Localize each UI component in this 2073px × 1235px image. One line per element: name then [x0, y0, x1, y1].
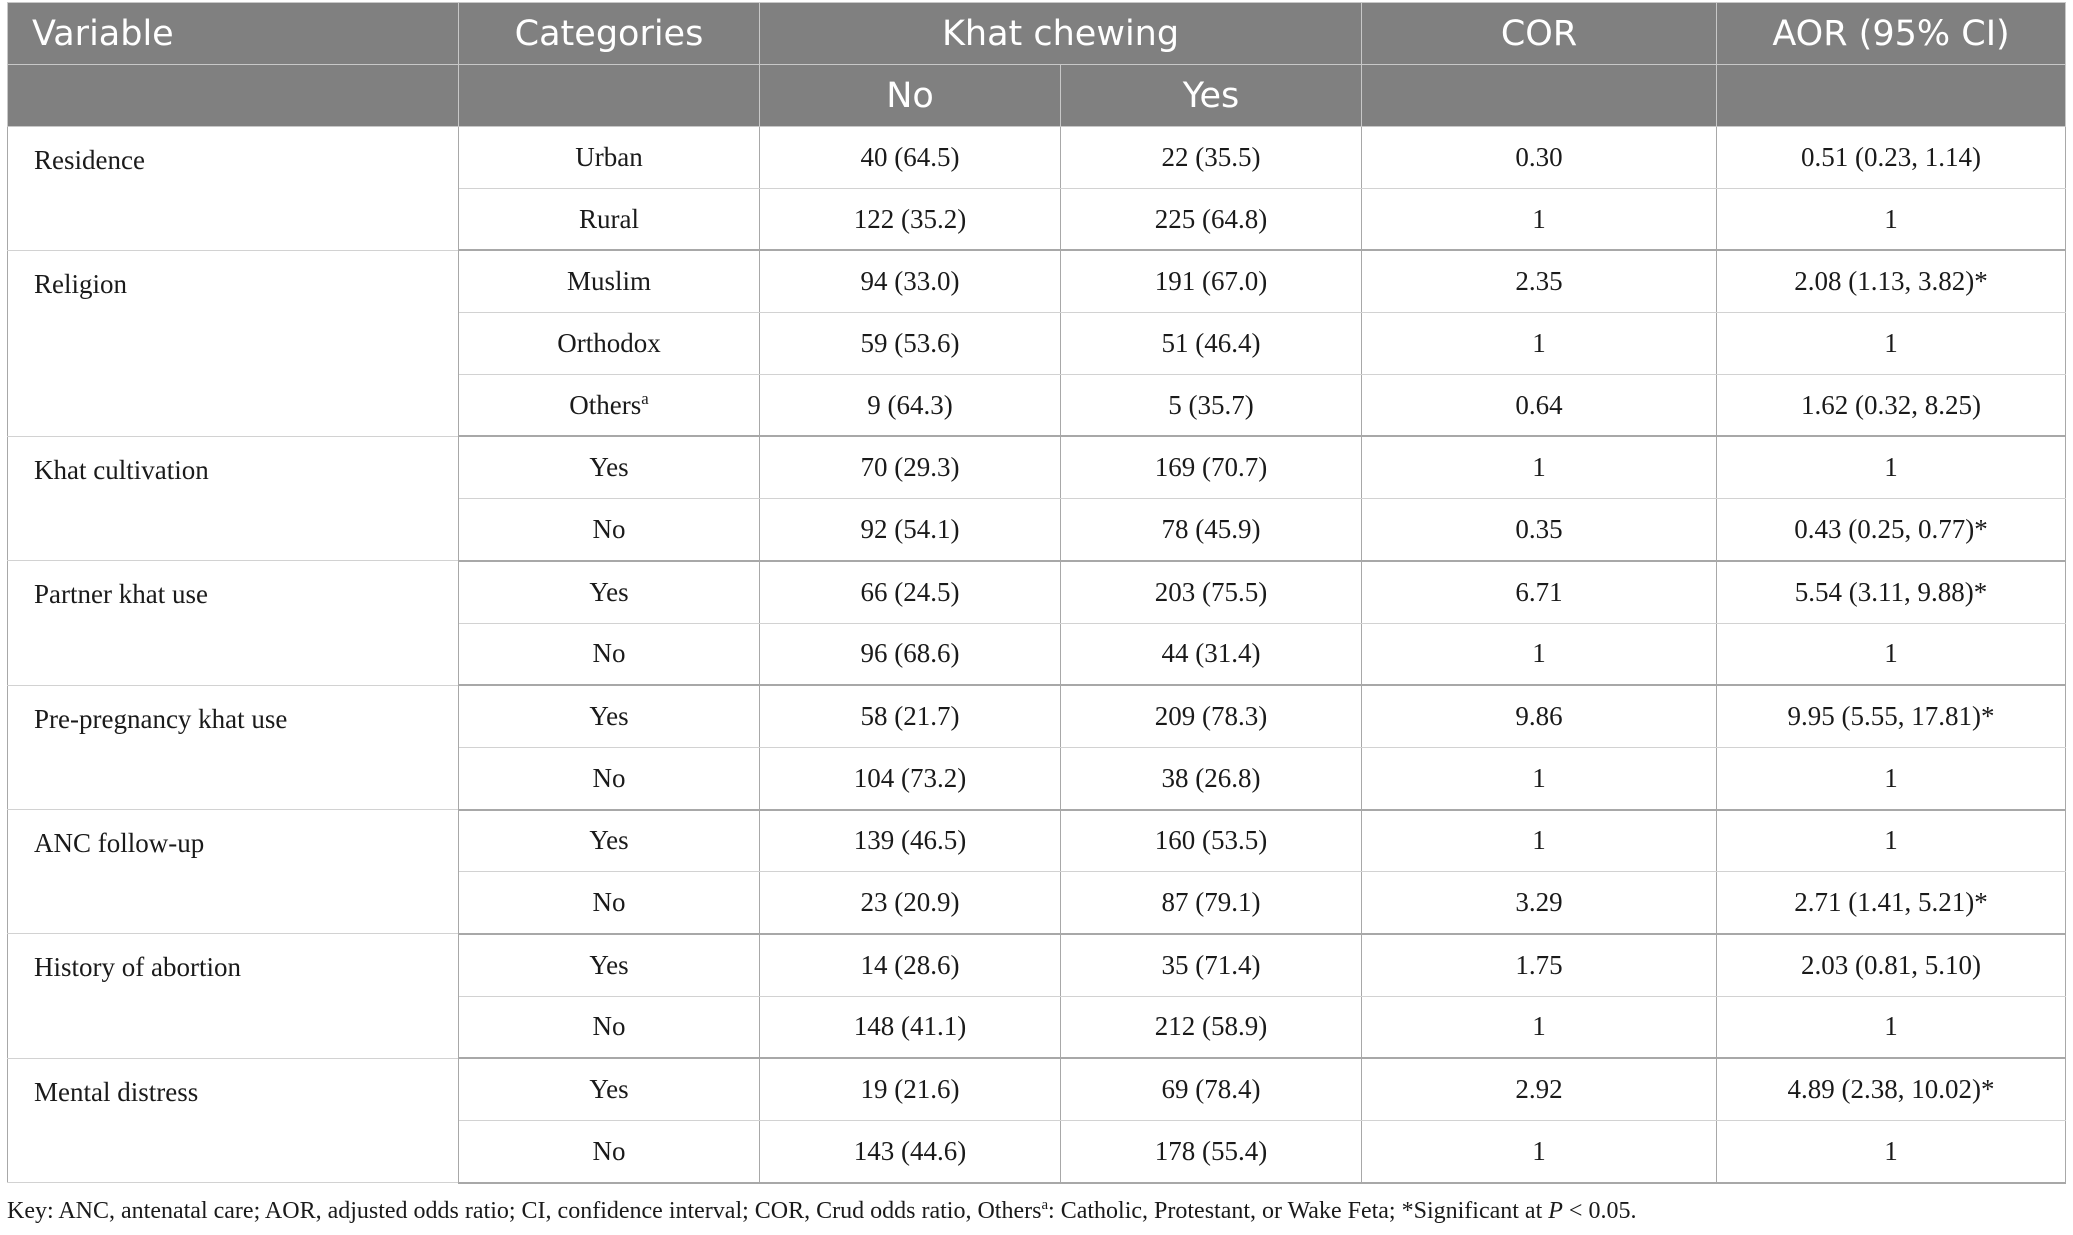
- khat-yes-cell: 178 (55.4): [1061, 1121, 1362, 1183]
- results-table: [7, 2, 2066, 1184]
- cor-cell: 1: [1362, 996, 1717, 1058]
- khat-no-cell: 70 (29.3): [760, 436, 1061, 498]
- khat-yes-cell: 38 (26.8): [1061, 747, 1362, 809]
- category-cell: [459, 685, 760, 747]
- aor-cell: 0.43 (0.25, 0.77)*: [1717, 499, 2066, 561]
- aor-cell: 2.08 (1.13, 3.82)*: [1717, 250, 2066, 312]
- table-row: [8, 810, 2066, 872]
- khat-no-cell: 40 (64.5): [760, 127, 1061, 189]
- category-label: Others: [569, 389, 642, 420]
- header-empty-variable: [8, 65, 459, 127]
- category-label: Yes: [589, 701, 629, 732]
- khat-no-cell: 122 (35.2): [760, 188, 1061, 250]
- category-cell: [459, 250, 760, 312]
- aor-cell: 2.03 (0.81, 5.10): [1717, 934, 2066, 996]
- footnote-text-1: Key: ANC, antenatal care; AOR, adjusted odds ratio; CI, confidence interval; COR, Crud odds ratio, Others: [7, 1198, 1042, 1224]
- aor-cell: 0.51 (0.23, 1.14): [1717, 127, 2066, 189]
- category-label: No: [592, 887, 626, 918]
- category-cell: [459, 188, 760, 250]
- cor-cell: 1: [1362, 436, 1717, 498]
- aor-cell: 2.71 (1.41, 5.21)*: [1717, 872, 2066, 934]
- variable-cell: Pre-pregnancy khat use: [8, 685, 459, 809]
- footnote-p: P: [1548, 1198, 1563, 1224]
- header-categories: Categories: [459, 3, 760, 65]
- category-cell: [459, 1058, 760, 1120]
- aor-cell: 5.54 (3.11, 9.88)*: [1717, 561, 2066, 623]
- header-row-1: [8, 3, 2066, 65]
- aor-cell: 4.89 (2.38, 10.02)*: [1717, 1058, 2066, 1120]
- header-row-2: [8, 65, 2066, 127]
- category-cell: [459, 374, 760, 436]
- aor-cell: 1: [1717, 313, 2066, 375]
- footnote-sup: a: [1041, 1197, 1049, 1213]
- category-cell: [459, 436, 760, 498]
- table-row: [8, 436, 2066, 498]
- variable-cell: Residence: [8, 127, 459, 251]
- category-cell: [459, 623, 760, 685]
- cor-cell: 1: [1362, 810, 1717, 872]
- category-label: Orthodox: [557, 327, 661, 358]
- variable-cell: Khat cultivation: [8, 436, 459, 560]
- cor-cell: 1: [1362, 1121, 1717, 1183]
- category-cell: [459, 127, 760, 189]
- cor-cell: 0.30: [1362, 127, 1717, 189]
- category-label: No: [592, 513, 626, 544]
- aor-cell: 1: [1717, 188, 2066, 250]
- category-label: Rural: [579, 203, 639, 234]
- category-cell: [459, 747, 760, 809]
- khat-no-cell: 23 (20.9): [760, 872, 1061, 934]
- header-yes: Yes: [1061, 65, 1362, 127]
- category-cell: [459, 810, 760, 872]
- category-label: No: [592, 1011, 626, 1042]
- header-empty-aor: [1717, 65, 2066, 127]
- footnote-text-2: : Catholic, Protestant, or Wake Feta; *Significant at: [1048, 1198, 1549, 1224]
- aor-cell: 1: [1717, 1121, 2066, 1183]
- khat-yes-cell: 160 (53.5): [1061, 810, 1362, 872]
- khat-no-cell: 94 (33.0): [760, 250, 1061, 312]
- category-cell: [459, 934, 760, 996]
- aor-cell: 1: [1717, 747, 2066, 809]
- cor-cell: 1: [1362, 188, 1717, 250]
- khat-yes-cell: 78 (45.9): [1061, 499, 1362, 561]
- header-no: No: [760, 65, 1061, 127]
- cor-cell: 2.92: [1362, 1058, 1717, 1120]
- cor-cell: 6.71: [1362, 561, 1717, 623]
- khat-no-cell: 66 (24.5): [760, 561, 1061, 623]
- khat-yes-cell: 35 (71.4): [1061, 934, 1362, 996]
- category-label: No: [592, 1135, 626, 1166]
- cor-cell: 0.35: [1362, 499, 1717, 561]
- table-row: [8, 685, 2066, 747]
- khat-yes-cell: 87 (79.1): [1061, 872, 1362, 934]
- variable-cell: ANC follow-up: [8, 810, 459, 934]
- khat-no-cell: 148 (41.1): [760, 996, 1061, 1058]
- variable-cell: Mental distress: [8, 1058, 459, 1182]
- khat-yes-cell: 203 (75.5): [1061, 561, 1362, 623]
- khat-no-cell: 143 (44.6): [760, 1121, 1061, 1183]
- cor-cell: 9.86: [1362, 685, 1717, 747]
- category-cell: [459, 313, 760, 375]
- category-label: Yes: [589, 825, 629, 856]
- table-row: [8, 127, 2066, 189]
- khat-no-cell: 92 (54.1): [760, 499, 1061, 561]
- khat-yes-cell: 225 (64.8): [1061, 188, 1362, 250]
- header-aor: AOR (95% CI): [1717, 3, 2066, 65]
- khat-no-cell: 139 (46.5): [760, 810, 1061, 872]
- table-row: [8, 561, 2066, 623]
- variable-cell: Religion: [8, 250, 459, 436]
- header-empty-cor: [1362, 65, 1717, 127]
- table-row: [8, 934, 2066, 996]
- khat-no-cell: 59 (53.6): [760, 313, 1061, 375]
- category-label: Yes: [589, 576, 629, 607]
- khat-yes-cell: 51 (46.4): [1061, 313, 1362, 375]
- khat-yes-cell: 44 (31.4): [1061, 623, 1362, 685]
- aor-cell: 1: [1717, 996, 2066, 1058]
- khat-yes-cell: 169 (70.7): [1061, 436, 1362, 498]
- khat-no-cell: 96 (68.6): [760, 623, 1061, 685]
- category-cell: [459, 561, 760, 623]
- cor-cell: 1: [1362, 747, 1717, 809]
- cor-cell: 3.29: [1362, 872, 1717, 934]
- category-cell: [459, 1121, 760, 1183]
- aor-cell: 1: [1717, 436, 2066, 498]
- table-footnote: [7, 1198, 1636, 1225]
- variable-cell: History of abortion: [8, 934, 459, 1058]
- category-label: No: [592, 762, 626, 793]
- khat-yes-cell: 69 (78.4): [1061, 1058, 1362, 1120]
- aor-cell: 9.95 (5.55, 17.81)*: [1717, 685, 2066, 747]
- header-variable: Variable: [8, 3, 459, 65]
- khat-no-cell: 104 (73.2): [760, 747, 1061, 809]
- results-table-container: [7, 2, 2065, 1184]
- cor-cell: 1: [1362, 313, 1717, 375]
- header-empty-categories: [459, 65, 760, 127]
- category-cell: [459, 872, 760, 934]
- cor-cell: 1.75: [1362, 934, 1717, 996]
- category-cell: [459, 499, 760, 561]
- khat-yes-cell: 212 (58.9): [1061, 996, 1362, 1058]
- category-label: Muslim: [566, 266, 652, 297]
- aor-cell: 1: [1717, 623, 2066, 685]
- khat-no-cell: 9 (64.3): [760, 374, 1061, 436]
- category-label: No: [592, 638, 626, 669]
- khat-yes-cell: 22 (35.5): [1061, 127, 1362, 189]
- category-superscript: a: [641, 388, 649, 408]
- category-label: Yes: [589, 949, 629, 980]
- khat-no-cell: 58 (21.7): [760, 685, 1061, 747]
- khat-yes-cell: 5 (35.7): [1061, 374, 1362, 436]
- category-label: Urban: [575, 141, 643, 172]
- table-row: [8, 1058, 2066, 1120]
- aor-cell: 1: [1717, 810, 2066, 872]
- khat-no-cell: 19 (21.6): [760, 1058, 1061, 1120]
- khat-yes-cell: 209 (78.3): [1061, 685, 1362, 747]
- header-khat-chewing: Khat chewing: [760, 3, 1362, 65]
- table-row: [8, 250, 2066, 312]
- aor-cell: 1.62 (0.32, 8.25): [1717, 374, 2066, 436]
- khat-yes-cell: 191 (67.0): [1061, 250, 1362, 312]
- category-cell: [459, 996, 760, 1058]
- variable-cell: Partner khat use: [8, 561, 459, 685]
- khat-no-cell: 14 (28.6): [760, 934, 1061, 996]
- cor-cell: 2.35: [1362, 250, 1717, 312]
- table-body: [8, 127, 2066, 1183]
- cor-cell: 0.64: [1362, 374, 1717, 436]
- header-cor: COR: [1362, 3, 1717, 65]
- cor-cell: 1: [1362, 623, 1717, 685]
- category-label: Yes: [589, 452, 629, 483]
- category-label: Yes: [589, 1074, 629, 1105]
- footnote-text-3: < 0.05.: [1562, 1198, 1637, 1224]
- table-header: [8, 3, 2066, 127]
